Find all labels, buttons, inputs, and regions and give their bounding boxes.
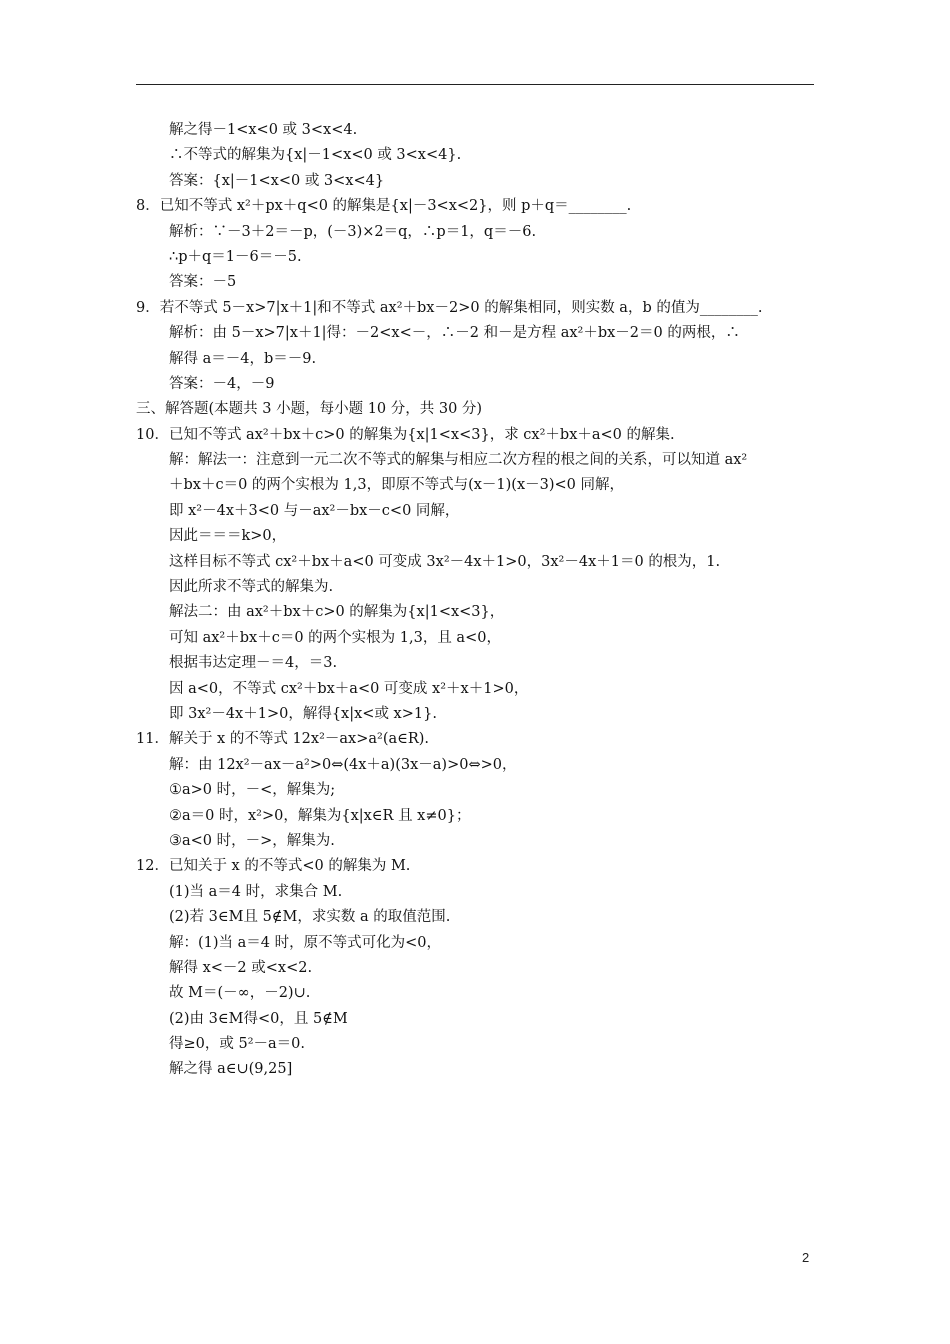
text-line: 解之得－1<x<0 或 3<x<4. [169,122,358,138]
text-line: 解：由 12x²－ax－a²>0⇔(4x＋a)(3x－a)>0⇔>0， [169,756,517,773]
text-line: 因此＝＝＝k>0， [169,528,287,545]
text-line: 三、解答题(本题共 3 小题，每小题 10 分，共 30 分) [136,401,483,418]
text-line: 解得 a＝－4，b＝－9. [169,350,317,367]
text-line: 得≥0，或 5²－a＝0. [169,1036,306,1053]
text-line: 因此所求不等式的解集为. [169,579,334,596]
header-rule [136,84,814,85]
text-line: 答案：{x|－1<x<0 或 3<x<4} [169,172,385,189]
text-line: 因 a<0，不等式 cx²＋bx＋a<0 可变成 x²＋x＋1>0， [169,680,529,697]
text-line: (2)若 3∈M且 5∉M，求实数 a 的取值范围. [169,909,451,926]
text-line: 12．已知关于 x 的不等式<0 的解集为 M. [136,858,411,875]
text-line: 解析：由 5－x>7|x＋1|得：－2<x<－，∴－2 和－是方程 ax²＋bx－2＝0 的两根，∴ [169,325,740,342]
text-line: (1)当 a＝4 时，求集合 M. [169,883,343,900]
document-body [136,118,814,1083]
text-line: ②a＝0 时，x²>0，解集为{x|x∈R 且 x≠0}； [169,807,471,824]
text-line: 答案：－4，－9 [169,375,275,392]
text-line: 解之得 a∈∪(9,25] [169,1061,293,1078]
text-line: 10．已知不等式 ax²＋bx＋c>0 的解集为{x|1<x<3}，求 cx²＋bx＋a<0 的解集. [136,426,675,443]
text-line: 解析：∵－3＋2＝－p，(－3)×2＝q，∴p＝1，q＝－6. [169,223,537,240]
text-line: 8．已知不等式 x²＋px＋q<0 的解集是{x|－3<x<2}，则 p＋q＝________. [136,198,632,215]
text-line: 即 3x²－4x＋1>0，解得{x|x<或 x>1}. [169,705,437,722]
page-number: 2 [802,1250,810,1265]
text-line: ③a<0 时，－>，解集为. [169,832,335,849]
text-line: 解法二：由 ax²＋bx＋c>0 的解集为{x|1<x<3}， [169,604,505,621]
text-line: 解：解法一：注意到一元二次不等式的解集与相应二次方程的根之间的关系，可以知道 ax² [169,452,748,469]
text-line: 这样目标不等式 cx²＋bx＋a<0 可变成 3x²－4x＋1>0，3x²－4x＋1＝0 的根为，1. [169,553,721,570]
text-line: ∴不等式的解集为{x|－1<x<0 或 3<x<4}. [169,147,462,164]
text-line: 故 M＝(－∞，－2)∪. [169,985,311,1002]
text-line: 解得 x<－2 或<x<2. [169,959,313,976]
text-line: ＋bx＋c＝0 的两个实根为 1,3，即原不等式与(x－1)(x－3)<0 同解， [169,477,624,494]
text-line: ①a>0 时，－<，解集为; [169,782,336,799]
text-line: 可知 ax²＋bx＋c＝0 的两个实根为 1,3，且 a<0， [169,629,501,646]
text-line: ∴p＋q＝1－6＝－5. [169,248,302,265]
text-line: 答案：－5 [169,274,237,291]
text-line: 解：(1)当 a＝4 时，原不等式可化为<0， [169,934,442,951]
text-line: 11．解关于 x 的不等式 12x²－ax>a²(a∈R). [136,731,430,748]
text-line: 9．若不等式 5－x>7|x＋1|和不等式 ax²＋bx－2>0 的解集相同，则实数 a，b 的值为________. [136,299,763,316]
text-line: 根据韦达定理－＝4，＝3. [169,655,338,672]
text-line: (2)由 3∈M得<0，且 5∉M [169,1010,348,1027]
text-line: 即 x²－4x＋3<0 与－ax²－bx－c<0 同解， [169,502,460,519]
